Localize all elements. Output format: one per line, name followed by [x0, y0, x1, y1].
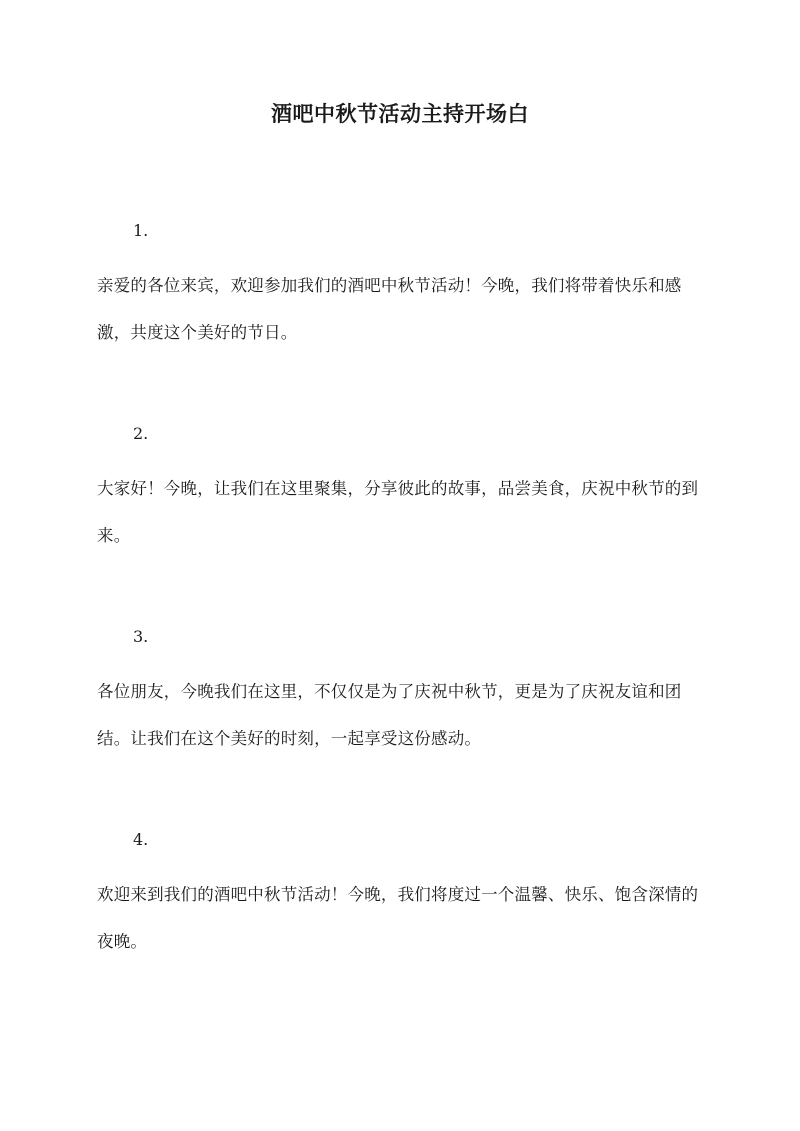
section-2 — [97, 424, 707, 559]
section-4 — [97, 830, 707, 965]
document-title: 酒吧中秋节活动主持开场白 — [271, 101, 529, 126]
section-number: 3. — [133, 627, 149, 646]
section-text: 欢迎来到我们的酒吧中秋节活动！今晚，我们将度过一个温馨、快乐、饱含深情的夜晚。 — [97, 885, 699, 951]
section-text: 大家好！今晚，让我们在这里聚集，分享彼此的故事，品尝美食，庆祝中秋节的到来。 — [97, 479, 699, 545]
section-number: 1. — [133, 221, 149, 240]
section-text: 亲爱的各位来宾，欢迎参加我们的酒吧中秋节活动！今晚，我们将带着快乐和感激，共度这个美好的节日。 — [97, 276, 682, 342]
section-text: 各位朋友，今晚我们在这里，不仅仅是为了庆祝中秋节，更是为了庆祝友谊和团结。让我们在这个美好的时刻，一起享受这份感动。 — [97, 682, 682, 748]
section-1 — [97, 221, 707, 356]
section-number: 2. — [133, 424, 149, 443]
section-3 — [97, 627, 707, 762]
section-number: 4. — [133, 830, 149, 849]
